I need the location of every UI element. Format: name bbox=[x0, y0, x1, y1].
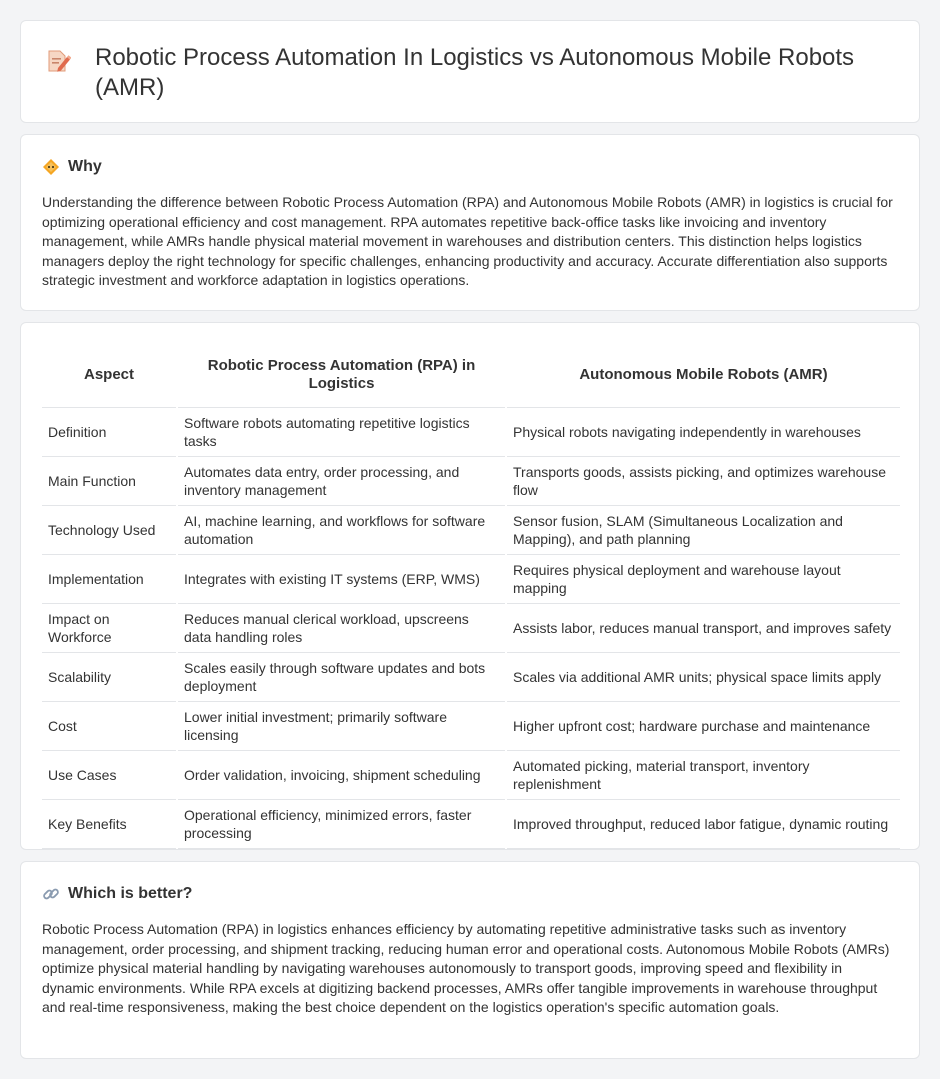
row-rpa: Scales easily through software updates and bots deployment bbox=[177, 652, 506, 701]
row-aspect: Use Cases bbox=[42, 750, 177, 799]
row-aspect: Definition bbox=[42, 407, 177, 456]
comparison-section bbox=[20, 322, 920, 850]
table-row bbox=[42, 456, 900, 505]
row-amr: Scales via additional AMR units; physical space limits apply bbox=[506, 652, 900, 701]
document-pencil-icon bbox=[45, 48, 71, 74]
table-row bbox=[42, 652, 900, 701]
header-amr: Autonomous Mobile Robots (AMR) bbox=[506, 343, 900, 407]
row-amr: Automated picking, material transport, inventory replenishment bbox=[506, 750, 900, 799]
row-rpa: Reduces manual clerical workload, upscreens data handling roles bbox=[177, 603, 506, 652]
row-amr: Transports goods, assists picking, and optimizes warehouse flow bbox=[506, 456, 900, 505]
row-rpa: Operational efficiency, minimized errors, faster processing bbox=[177, 799, 506, 848]
title-card bbox=[20, 20, 920, 123]
table-row bbox=[42, 799, 900, 848]
row-rpa: Software robots automating repetitive logistics tasks bbox=[177, 407, 506, 456]
row-aspect: Scalability bbox=[42, 652, 177, 701]
row-aspect: Key Benefits bbox=[42, 799, 177, 848]
row-aspect: Impact on Workforce bbox=[42, 603, 177, 652]
table-row bbox=[42, 603, 900, 652]
row-rpa: Lower initial investment; primarily software licensing bbox=[177, 701, 506, 750]
page-title: Robotic Process Automation In Logistics vs Autonomous Mobile Robots (AMR) bbox=[95, 44, 855, 101]
table-row bbox=[42, 407, 900, 456]
row-aspect: Main Function bbox=[42, 456, 177, 505]
which-is-better-heading: Which is better? bbox=[68, 885, 193, 902]
comparison-table bbox=[42, 343, 900, 849]
row-amr: Improved throughput, reduced labor fatigue, dynamic routing bbox=[506, 799, 900, 848]
link-icon bbox=[42, 885, 60, 903]
row-aspect: Technology Used bbox=[42, 505, 177, 554]
row-rpa: Automates data entry, order processing, and inventory management bbox=[177, 456, 506, 505]
header-aspect: Aspect bbox=[42, 343, 177, 407]
why-heading: Why bbox=[68, 158, 102, 175]
table-row bbox=[42, 750, 900, 799]
diamond-warning-icon bbox=[42, 158, 60, 176]
table-row bbox=[42, 701, 900, 750]
why-section bbox=[20, 134, 920, 311]
row-aspect: Cost bbox=[42, 701, 177, 750]
row-rpa: Order validation, invoicing, shipment scheduling bbox=[177, 750, 506, 799]
table-row bbox=[42, 505, 900, 554]
table-row bbox=[42, 554, 900, 603]
row-amr: Physical robots navigating independently in warehouses bbox=[506, 407, 900, 456]
row-aspect: Implementation bbox=[42, 554, 177, 603]
header-rpa: Robotic Process Automation (RPA) in Logistics bbox=[177, 343, 506, 407]
table-header-row bbox=[42, 343, 900, 407]
row-rpa: Integrates with existing IT systems (ERP, WMS) bbox=[177, 554, 506, 603]
which-is-better-section bbox=[20, 861, 920, 1059]
why-text: Understanding the difference between Robotic Process Automation (RPA) and Autonomous Mobile Robots (AMR) in logistics is crucial for optimizing operational efficiency and cost management. RPA automates repetitive back-office tasks like invoicing and inventory management, while AMRs handle physical material movement in warehouses and distribution centers. This distinction helps logistics managers deploy the right technology for specific challenges, enhancing productivity and accuracy. Accurate differentiation also supports strategic investment and workforce adaptation in logistics operations. bbox=[42, 194, 893, 289]
row-amr: Assists labor, reduces manual transport, and improves safety bbox=[506, 603, 900, 652]
row-amr: Sensor fusion, SLAM (Simultaneous Localization and Mapping), and path planning bbox=[506, 505, 900, 554]
row-amr: Requires physical deployment and warehouse layout mapping bbox=[506, 554, 900, 603]
which-is-better-text: Robotic Process Automation (RPA) in logistics enhances efficiency by automating repetitive administrative tasks such as inventory management, order processing, and shipment tracking, reducing human error and operational costs. Autonomous Mobile Robots (AMRs) optimize physical material handling by navigating warehouses autonomously to transport goods, improving speed and flexibility in dynamic environments. While RPA excels at digitizing backend processes, AMRs offer tangible improvements in warehouse throughput and real-time responsiveness, making the best choice dependent on the logistics operation's specific automation goals. bbox=[42, 921, 890, 1016]
row-rpa: AI, machine learning, and workflows for software automation bbox=[177, 505, 506, 554]
row-amr: Higher upfront cost; hardware purchase and maintenance bbox=[506, 701, 900, 750]
